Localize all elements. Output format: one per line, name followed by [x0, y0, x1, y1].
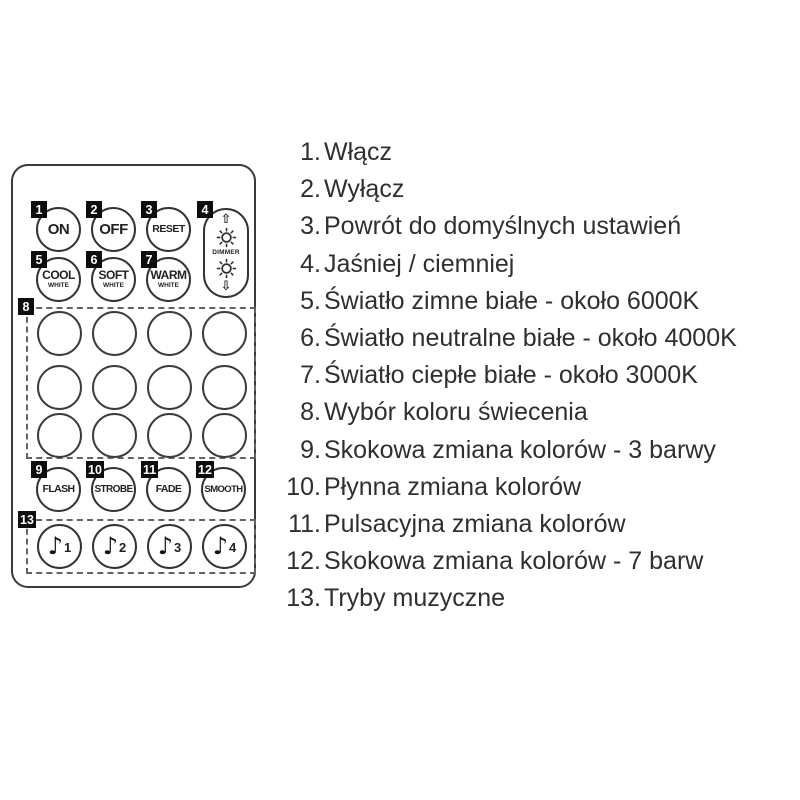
legend-item — [280, 469, 737, 506]
legend-item-number: 13. — [286, 584, 321, 613]
music-button-1 — [37, 524, 82, 569]
legend-item-number: 12. — [286, 547, 321, 576]
music-button-3 — [147, 524, 192, 569]
color-button — [202, 365, 247, 410]
button-number-badge: 9 — [31, 461, 47, 478]
legend-item — [280, 134, 737, 171]
flash-button-label: FLASH — [42, 483, 75, 496]
brightness-up-arrow-icon: ⇧ — [220, 212, 232, 227]
fade-button-label: FADE — [155, 483, 182, 496]
smooth-button-label: SMOOTH — [204, 483, 243, 495]
music-zone — [26, 519, 256, 574]
button-number-badge: 7 — [141, 251, 157, 268]
color-button — [147, 365, 192, 410]
cool-white-label: COOL — [42, 268, 75, 283]
reset-button-label: RESET — [152, 223, 185, 236]
legend-item — [280, 208, 737, 245]
music-button-digit: 4 — [229, 540, 237, 556]
legend-item-number: 10. — [286, 472, 321, 501]
legend-item-text: Tryby muzyczne — [324, 584, 506, 613]
sun-dim-icon — [216, 258, 237, 279]
legend-item — [280, 394, 737, 431]
color-button — [202, 413, 247, 458]
sun-bright-icon — [216, 227, 237, 248]
color-button — [92, 311, 137, 356]
legend-item — [280, 357, 737, 394]
warm-white-sublabel: WHITE — [158, 282, 179, 290]
color-button — [37, 365, 82, 410]
music-note-icon: ♪ — [47, 531, 64, 560]
cool-white-sublabel: WHITE — [48, 282, 69, 290]
legend-item — [280, 246, 737, 283]
legend-item-text: Wybór koloru świecenia — [324, 398, 588, 427]
legend-item-number: 6. — [300, 324, 321, 353]
off-button-label: OFF — [99, 221, 128, 238]
legend-item-number: 9. — [300, 435, 321, 464]
legend-item — [280, 580, 737, 617]
legend-item-text: Jaśniej / ciemniej — [324, 249, 515, 278]
on-button-label: ON — [47, 221, 70, 238]
button-number-badge: 2 — [86, 201, 102, 218]
dimmer-control — [203, 208, 249, 298]
button-number-badge: 6 — [86, 251, 102, 268]
legend-item-text: Pulsacyjna zmiana kolorów — [324, 509, 626, 538]
button-number-badge: 5 — [31, 251, 47, 268]
legend-item — [280, 283, 737, 320]
color-button — [147, 413, 192, 458]
button-number-badge: 11 — [143, 463, 157, 477]
legend-item-text: Płynna zmiana kolorów — [324, 472, 582, 501]
music-button-digit: 3 — [174, 540, 182, 556]
legend-item — [280, 432, 737, 469]
color-button — [92, 365, 137, 410]
legend-item — [280, 543, 737, 580]
music-note-icon: ♪ — [212, 531, 229, 560]
legend-item-text: Światło ciepłe białe - około 3000K — [324, 361, 698, 390]
color-grid-zone — [26, 307, 256, 459]
color-button — [37, 311, 82, 356]
button-number-badge: 8 — [18, 298, 34, 315]
dimmer-label: DIMMER — [212, 248, 240, 256]
legend-item-number: 7. — [300, 361, 321, 390]
button-number-badge: 10 — [88, 463, 102, 477]
button-number-badge: 12 — [198, 463, 212, 477]
legend-item-text: Wyłącz — [324, 175, 405, 204]
legend-list — [280, 134, 737, 617]
button-number-badge: 13 — [20, 513, 34, 527]
strobe-button-label: STROBE — [94, 483, 133, 495]
color-button — [147, 311, 192, 356]
legend-item-number: 5. — [300, 286, 321, 315]
legend-item-number: 3. — [300, 212, 321, 241]
legend-item-number: 8. — [300, 398, 321, 427]
warm-white-label: WARM — [150, 268, 187, 283]
legend-item-number: 4. — [300, 249, 321, 278]
legend-item-number: 1. — [300, 138, 321, 167]
legend-item — [280, 506, 737, 543]
legend-item-text: Światło zimne białe - około 6000K — [324, 286, 700, 315]
legend-item-text: Włącz — [324, 138, 393, 167]
music-button-4 — [202, 524, 247, 569]
soft-white-sublabel: WHITE — [103, 282, 124, 290]
remote-control-diagram — [11, 164, 256, 588]
brightness-down-arrow-icon: ⇩ — [220, 279, 232, 294]
color-button — [92, 413, 137, 458]
music-button-digit: 1 — [64, 540, 72, 556]
legend-item-text: Skokowa zmiana kolorów - 7 barw — [324, 547, 704, 576]
music-button-digit: 2 — [119, 540, 127, 556]
button-number-badge: 1 — [31, 201, 47, 218]
button-number-badge: 4 — [197, 201, 213, 218]
legend-item-number: 2. — [300, 175, 321, 204]
legend-item-number: 11. — [288, 509, 321, 538]
legend-item-text: Skokowa zmiana kolorów - 3 barwy — [324, 435, 716, 464]
color-button — [202, 311, 247, 356]
legend-item-text: Światło neutralne białe - około 4000K — [324, 324, 737, 353]
music-button-2 — [92, 524, 137, 569]
soft-white-label: SOFT — [98, 268, 129, 283]
legend-item-text: Powrót do domyślnych ustawień — [324, 212, 682, 241]
color-button — [37, 413, 82, 458]
music-note-icon: ♪ — [157, 531, 174, 560]
legend-item — [280, 320, 737, 357]
button-number-badge: 3 — [141, 201, 157, 218]
legend-item — [280, 171, 737, 208]
music-note-icon: ♪ — [102, 531, 119, 560]
